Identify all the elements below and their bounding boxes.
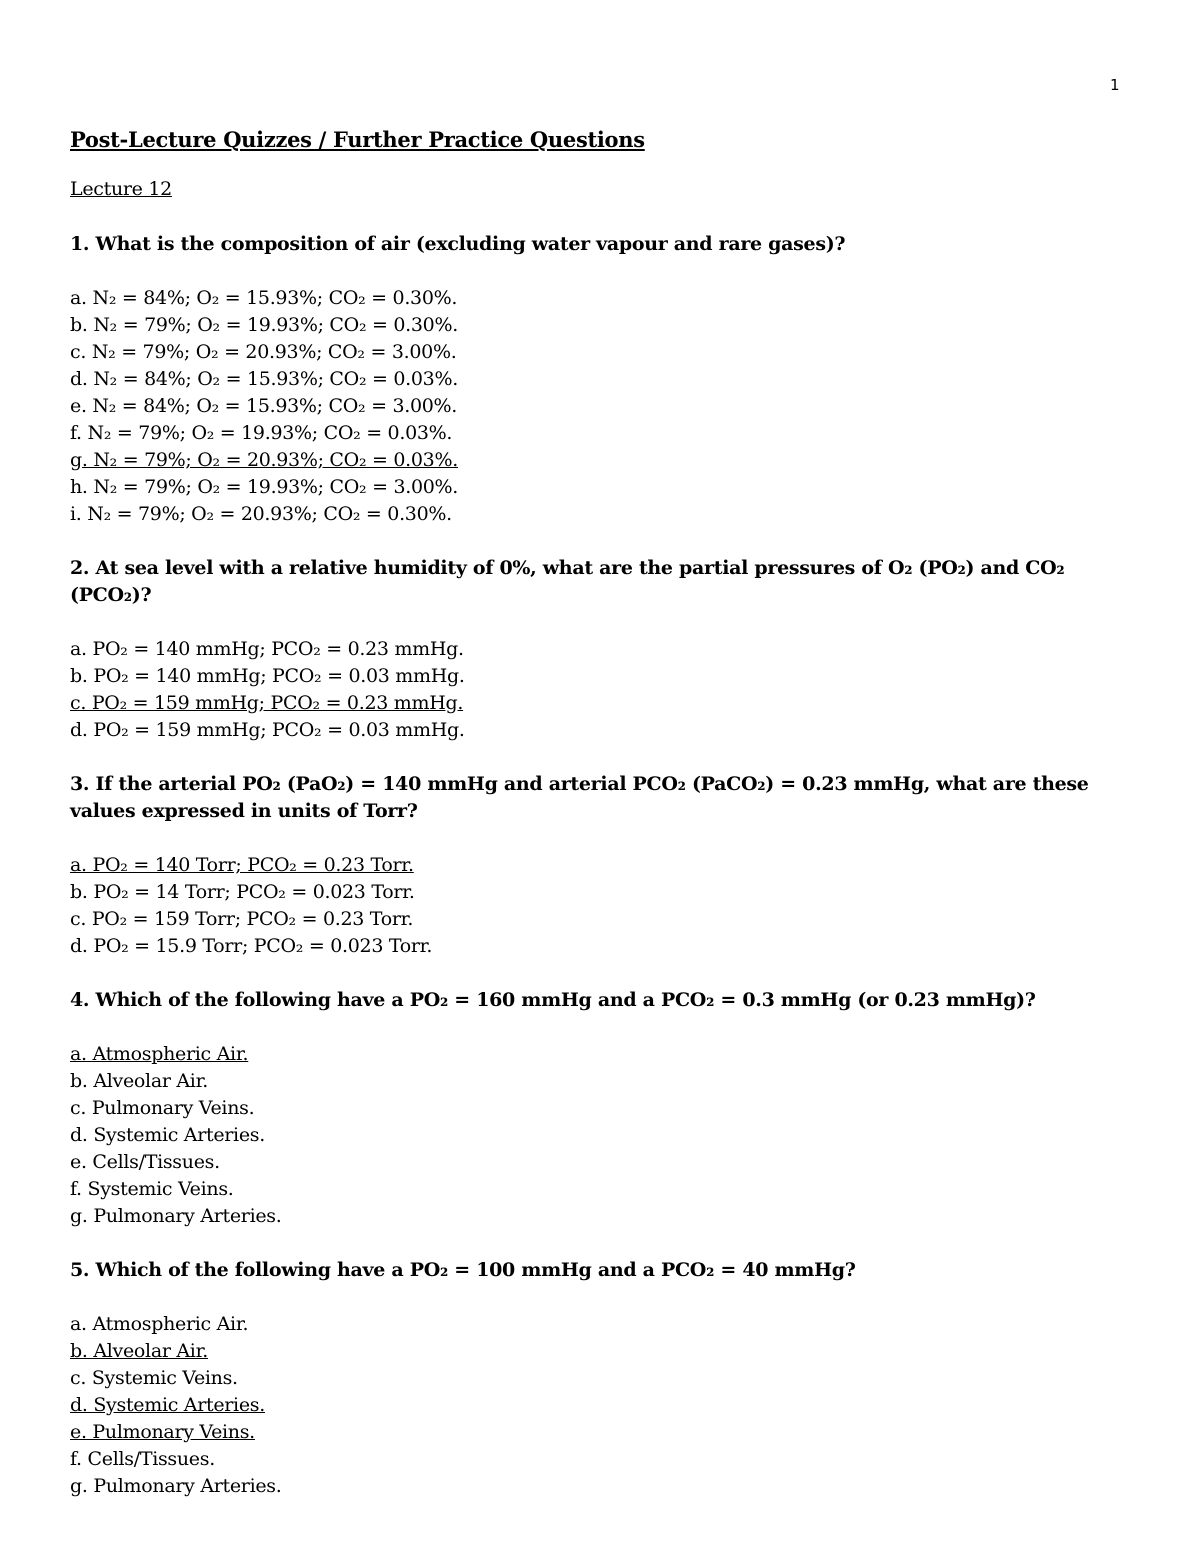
answer-option: e. N₂ = 84%; O₂ = 15.93%; CO₂ = 3.00%. — [70, 395, 458, 417]
answer-option: c. PO₂ = 159 Torr; PCO₂ = 0.23 Torr. — [70, 908, 414, 930]
answer-option: i. N₂ = 79%; O₂ = 20.93%; CO₂ = 0.30%. — [70, 503, 452, 525]
answer-option-correct: a. Atmospheric Air. — [70, 1043, 249, 1065]
answer-option: c. Systemic Veins. — [70, 1367, 238, 1389]
question-2-options — [70, 636, 1150, 744]
lecture-heading: Lecture 12 — [70, 178, 172, 200]
answer-option: f. N₂ = 79%; O₂ = 19.93%; CO₂ = 0.03%. — [70, 422, 453, 444]
question-5-options — [70, 1311, 1150, 1500]
document-content — [70, 126, 1150, 1527]
page-number: 1 — [1110, 76, 1120, 94]
answer-option: a. PO₂ = 140 mmHg; PCO₂ = 0.23 mmHg. — [70, 638, 464, 660]
answer-option: b. PO₂ = 14 Torr; PCO₂ = 0.023 Torr. — [70, 881, 415, 903]
question-3: 3. If the arterial PO₂ (PaO₂) = 140 mmHg and arterial PCO₂ (PaCO₂) = 0.23 mmHg, what are these values expressed in units of Torr? — [70, 773, 1089, 822]
answer-option-correct: a. PO₂ = 140 Torr; PCO₂ = 0.23 Torr. — [70, 854, 414, 876]
answer-option-correct: d. Systemic Arteries. — [70, 1394, 265, 1416]
answer-option: d. N₂ = 84%; O₂ = 15.93%; CO₂ = 0.03%. — [70, 368, 458, 390]
answer-option: b. PO₂ = 140 mmHg; PCO₂ = 0.03 mmHg. — [70, 665, 465, 687]
answer-option: h. N₂ = 79%; O₂ = 19.93%; CO₂ = 3.00%. — [70, 476, 459, 498]
answer-option: d. PO₂ = 159 mmHg; PCO₂ = 0.03 mmHg. — [70, 719, 465, 741]
question-1-options — [70, 285, 1150, 528]
answer-option: e. Cells/Tissues. — [70, 1151, 220, 1173]
question-1: 1. What is the composition of air (excluding water vapour and rare gases)? — [70, 233, 846, 255]
answer-option: f. Cells/Tissues. — [70, 1448, 215, 1470]
answer-option-correct: e. Pulmonary Veins. — [70, 1421, 255, 1443]
answer-option: a. Atmospheric Air. — [70, 1313, 249, 1335]
answer-option: f. Systemic Veins. — [70, 1178, 234, 1200]
question-4-options — [70, 1041, 1150, 1230]
question-4: 4. Which of the following have a PO₂ = 160 mmHg and a PCO₂ = 0.3 mmHg (or 0.23 mmHg)? — [70, 989, 1036, 1011]
answer-option: g. Pulmonary Arteries. — [70, 1205, 282, 1227]
question-5: 5. Which of the following have a PO₂ = 100 mmHg and a PCO₂ = 40 mmHg? — [70, 1259, 856, 1281]
question-2: 2. At sea level with a relative humidity of 0%, what are the partial pressures of O₂ (PO₂) and CO₂ (PCO₂)? — [70, 557, 1065, 606]
answer-option-correct: b. Alveolar Air. — [70, 1340, 209, 1362]
answer-option: c. N₂ = 79%; O₂ = 20.93%; CO₂ = 3.00%. — [70, 341, 457, 363]
answer-option-correct: g. N₂ = 79%; O₂ = 20.93%; CO₂ = 0.03%. — [70, 449, 458, 471]
question-list — [70, 231, 1150, 1500]
answer-option: d. PO₂ = 15.9 Torr; PCO₂ = 0.023 Torr. — [70, 935, 433, 957]
answer-option: b. N₂ = 79%; O₂ = 19.93%; CO₂ = 0.30%. — [70, 314, 458, 336]
answer-option: g. Pulmonary Arteries. — [70, 1475, 282, 1497]
answer-option: c. Pulmonary Veins. — [70, 1097, 255, 1119]
answer-option-correct: c. PO₂ = 159 mmHg; PCO₂ = 0.23 mmHg. — [70, 692, 464, 714]
document-title: Post-Lecture Quizzes / Further Practice Questions — [70, 127, 645, 152]
answer-option: a. N₂ = 84%; O₂ = 15.93%; CO₂ = 0.30%. — [70, 287, 458, 309]
question-3-options — [70, 852, 1150, 960]
answer-option: d. Systemic Arteries. — [70, 1124, 265, 1146]
answer-option: b. Alveolar Air. — [70, 1070, 209, 1092]
